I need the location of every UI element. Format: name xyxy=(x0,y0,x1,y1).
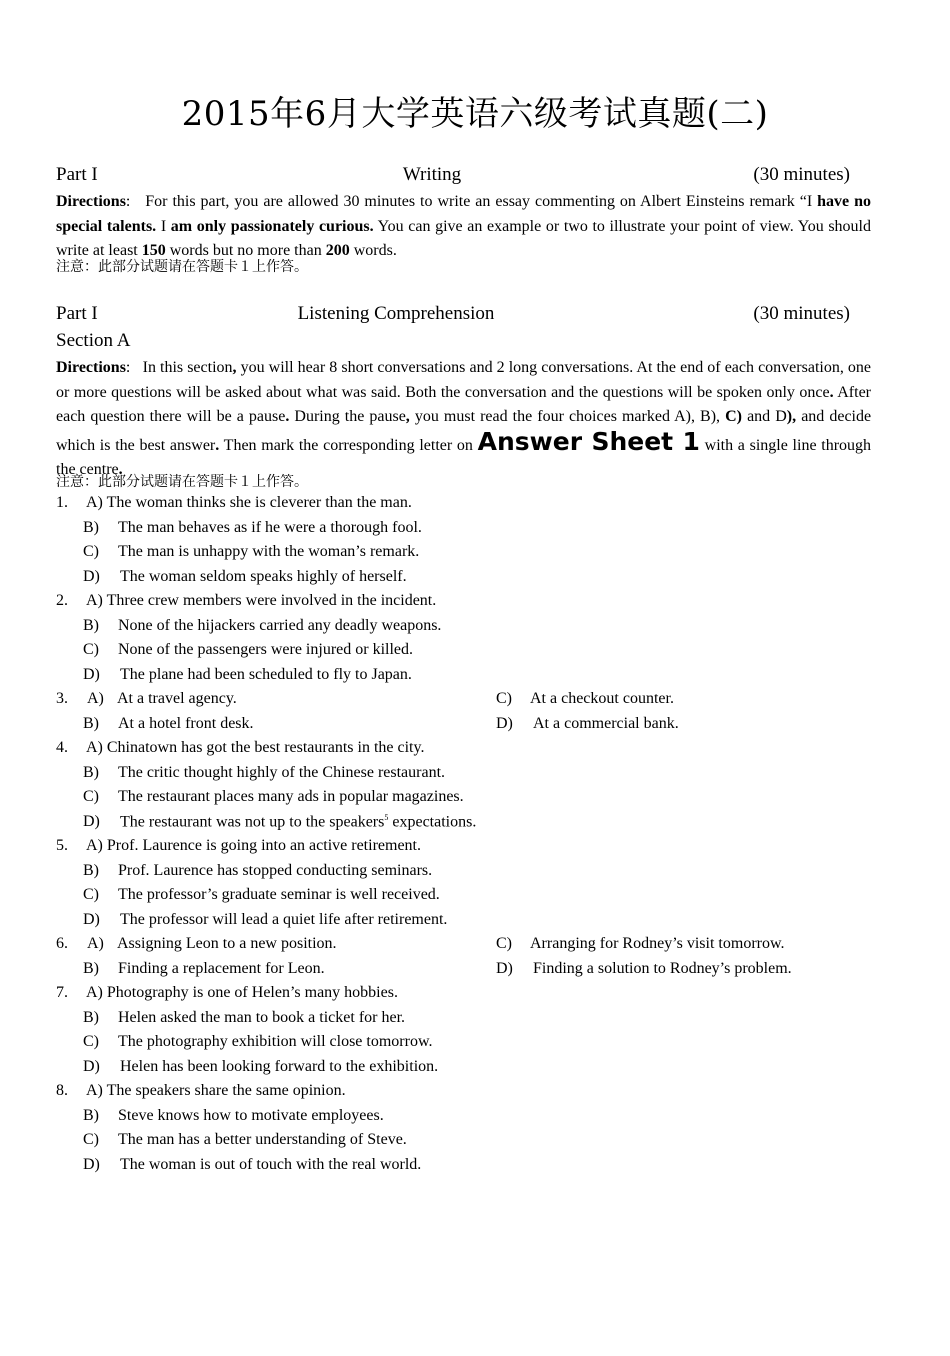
listening-note: 注意：此部分试题请在答题卡１上作答。 xyxy=(56,474,308,490)
section-title: Section A xyxy=(56,330,131,351)
option-letter: B) xyxy=(83,861,99,879)
option-letter: B) xyxy=(83,518,99,536)
option-letter: C) xyxy=(83,1131,99,1148)
part-label: Part I xyxy=(56,164,98,185)
option-text: At a hotel front desk. xyxy=(118,714,254,732)
option-letter: D) xyxy=(496,959,513,977)
option-text: At a checkout counter. xyxy=(530,690,674,707)
directions-label: Directions xyxy=(56,193,126,210)
part-time: (30 minutes) xyxy=(753,164,850,185)
option-text: The man has a better understanding of Steve. xyxy=(118,1131,407,1148)
option-letter: D) xyxy=(496,714,513,732)
option-letter: D) xyxy=(83,567,100,585)
writing-directions: Directions: For this part, you are allowed 30 minutes to write an essay commenting on Albert Einsteins remark “I have no special talents. I am only passionately curious. You can give an example or two to illustrate your point of view. You should write at least 150 words but no more than 200 words. xyxy=(56,193,872,259)
option-text: The plane had been scheduled to fly to Japan. xyxy=(120,665,412,683)
option-text: Finding a solution to Rodney’s problem. xyxy=(533,959,792,977)
option-letter: C) xyxy=(496,690,512,707)
superscript: 5 xyxy=(384,812,389,822)
option-text: A) Chinatown has got the best restaurants in the city. xyxy=(86,739,425,756)
option-text: Steve knows how to motivate employees. xyxy=(118,1106,384,1124)
option-text: The man behaves as if he were a thorough fool. xyxy=(118,518,422,536)
part-label: Part I xyxy=(56,303,98,324)
part-name: Writing xyxy=(402,164,462,185)
option-text: Helen asked the man to book a ticket for her. xyxy=(118,1008,406,1026)
option-text: The woman is out of touch with the real world. xyxy=(120,1155,422,1173)
option-text: Prof. Laurence has stopped conducting seminars. xyxy=(118,861,433,879)
option-text: The restaurant was not up to the speakers$^5$ expectations. xyxy=(120,812,477,830)
part-time: (30 minutes) xyxy=(753,303,850,324)
question-number: 7. xyxy=(56,984,68,1001)
option-letter: B) xyxy=(83,1008,99,1026)
option-text: Finding a replacement for Leon. xyxy=(118,959,325,977)
option-letter: B) xyxy=(83,1106,99,1124)
option-letter: D) xyxy=(83,1155,100,1173)
question-number: 3. xyxy=(56,690,68,707)
option-text: The critic thought highly of the Chinese restaurant. xyxy=(118,763,446,781)
option-letter: D) xyxy=(83,1057,100,1075)
option-letter: A) xyxy=(87,690,104,707)
question-number: 1. xyxy=(56,494,68,511)
option-letter: A) xyxy=(87,935,104,952)
option-letter: B) xyxy=(83,616,99,634)
part-writing-header xyxy=(56,164,850,188)
option-text: The professor will lead a quiet life after retirement. xyxy=(120,910,448,928)
option-text: The professor’s graduate seminar is well received. xyxy=(118,886,440,903)
option-letter: C) xyxy=(83,788,99,805)
option-text: The man is unhappy with the woman’s remark. xyxy=(118,543,420,560)
listening-directions: Directions: In this section, you will hear 8 short conversations and 2 long conversations. At the end of each conversation, one or more questions will be asked about what was said. Both the conversation and the questions will be spoken only once. After each question there will be a pause. During the pause, you must read the four choices marked A), B), C) and D), and decide which is the best answer. Then mark the corresponding letter on Answer Sheet 1 with a single line through the centre. xyxy=(56,359,872,478)
option-text: Helen has been looking forward to the exhibition. xyxy=(120,1057,439,1075)
option-letter: D) xyxy=(83,812,100,830)
question-number: 4. xyxy=(56,739,68,756)
option-text: A) Prof. Laurence is going into an active retirement. xyxy=(86,837,421,854)
option-letter: B) xyxy=(83,763,99,781)
page-title: 2015年6月大学英语六级考试真题(二) xyxy=(181,94,769,134)
option-text: The woman seldom speaks highly of herself. xyxy=(120,567,407,585)
option-text: None of the passengers were injured or killed. xyxy=(118,641,414,658)
option-letter: D) xyxy=(83,910,100,928)
option-text: A) Three crew members were involved in the incident. xyxy=(86,592,437,609)
option-letter: C) xyxy=(83,1033,99,1050)
option-letter: B) xyxy=(83,959,99,977)
option-text: The photography exhibition will close tomorrow. xyxy=(118,1033,433,1050)
option-text: A) The speakers share the same opinion. xyxy=(86,1082,346,1099)
question-number: 8. xyxy=(56,1082,68,1099)
directions-label: Directions xyxy=(56,359,126,376)
writing-note: 注意：此部分试题请在答题卡１上作答。 xyxy=(56,259,308,275)
question-number: 6. xyxy=(56,935,68,952)
option-text: A) Photography is one of Helen’s many hobbies. xyxy=(86,984,398,1001)
option-text: At a travel agency. xyxy=(117,690,237,707)
option-text: Assigning Leon to a new position. xyxy=(117,935,337,952)
part-name: Listening Comprehension xyxy=(297,303,495,324)
option-text: At a commercial bank. xyxy=(533,714,679,732)
option-letter: D) xyxy=(83,665,100,683)
option-letter: B) xyxy=(83,714,99,732)
option-letter: C) xyxy=(83,543,99,560)
option-text: None of the hijackers carried any deadly weapons. xyxy=(118,616,442,634)
answer-sheet-label: Answer Sheet 1 xyxy=(477,426,700,456)
option-text: A) The woman thinks she is cleverer than the man. xyxy=(86,494,412,511)
question-number: 2. xyxy=(56,592,68,609)
option-text: Arranging for Rodney’s visit tomorrow. xyxy=(530,935,785,952)
question-number: 5. xyxy=(56,837,68,854)
option-letter: C) xyxy=(83,641,99,658)
option-letter: C) xyxy=(496,935,512,952)
option-text: The restaurant places many ads in popular magazines. xyxy=(118,788,464,805)
option-letter: C) xyxy=(83,886,99,903)
part-listening-header xyxy=(56,303,850,327)
